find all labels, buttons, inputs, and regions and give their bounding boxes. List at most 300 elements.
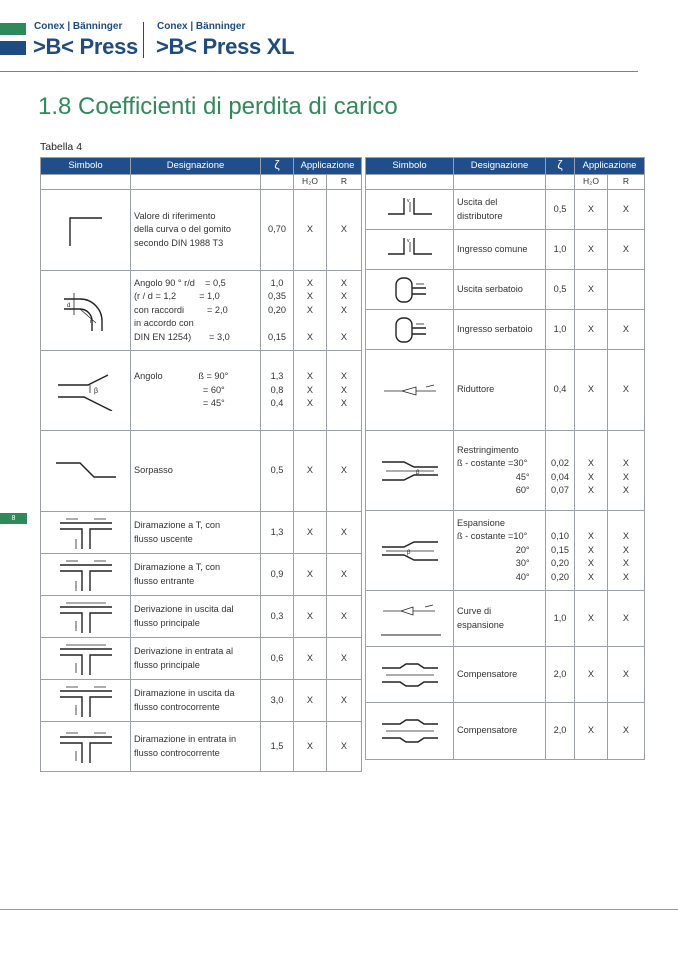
h2o-cell-line: X xyxy=(306,526,314,537)
r-cell-line: X xyxy=(622,668,630,679)
r-cell-line: X xyxy=(340,398,348,409)
zeta-cell xyxy=(261,554,294,596)
zeta-cell-line: 1,0 xyxy=(553,612,567,623)
h2o-cell-line: X xyxy=(306,694,314,705)
brand-square-navy xyxy=(0,41,26,55)
designation-cell-line: flusso entrante xyxy=(134,575,195,586)
header-rule xyxy=(0,71,638,72)
designation-cell xyxy=(131,190,261,271)
designation-cell-line: ß - costante =10° xyxy=(457,531,528,542)
designation-cell xyxy=(454,230,546,270)
designation-cell-line: Riduttore xyxy=(457,384,495,395)
designation-cell xyxy=(454,270,546,310)
r-cell-line: X xyxy=(622,571,630,582)
designation-cell xyxy=(454,511,546,591)
r-cell-line: X xyxy=(340,694,348,705)
h2o-cell xyxy=(575,431,608,511)
r-cell-line: X xyxy=(340,740,348,751)
designation-cell xyxy=(454,350,546,431)
svg-text:r: r xyxy=(89,318,92,325)
designation-cell xyxy=(131,680,261,722)
designation-cell xyxy=(131,722,261,772)
designation-cell-line: = 60° xyxy=(134,384,225,395)
branch-in-counter-icon xyxy=(41,722,131,772)
designation-cell-line: Derivazione in entrata al xyxy=(134,646,234,656)
tee-inlet-flow-icon xyxy=(41,554,131,596)
subheader-blank xyxy=(41,175,131,190)
r-cell-line: X xyxy=(340,371,348,382)
r-cell-line: X xyxy=(622,203,630,214)
zeta-cell xyxy=(261,638,294,680)
h2o-cell-line xyxy=(578,444,604,458)
designation-cell xyxy=(131,271,261,351)
r-cell xyxy=(608,703,645,760)
zeta-cell-line: 2,0 xyxy=(553,668,567,679)
zeta-cell-line: 0,8 xyxy=(270,384,284,395)
subheader-blank xyxy=(131,175,261,190)
r-cell-line: X xyxy=(622,558,630,569)
designation-cell xyxy=(454,310,546,350)
designation-cell-line: Uscita serbatoio xyxy=(457,283,523,294)
h2o-cell-line: X xyxy=(306,398,314,409)
zeta-cell-line: 0,4 xyxy=(270,398,284,409)
zeta-cell xyxy=(261,596,294,638)
r-cell xyxy=(608,350,645,431)
r-cell-line: X xyxy=(622,323,630,334)
h2o-cell-line xyxy=(578,517,604,531)
designation-cell-line: distributore xyxy=(457,210,503,221)
r-cell-line: X xyxy=(622,612,630,623)
brand-right-label: Conex | Bänninger xyxy=(157,21,246,32)
zeta-cell-line: 2,0 xyxy=(553,725,567,736)
header-designation: Designazione xyxy=(131,158,261,175)
table-row xyxy=(366,270,645,310)
header-symbol: Simbolo xyxy=(41,158,131,175)
designation-cell-line: Ingresso serbatoio xyxy=(457,323,533,334)
designation-cell-line: flusso principale xyxy=(134,617,200,628)
offset-bypass-icon xyxy=(41,431,131,512)
table-row xyxy=(366,230,645,270)
h2o-cell xyxy=(294,722,327,772)
subheader-r: R xyxy=(327,175,362,190)
designation-cell xyxy=(131,596,261,638)
expansion-bend-icon xyxy=(366,591,454,647)
compensator-icon xyxy=(366,647,454,703)
designation-cell-line: (r / d = 1,2 = 1,0 xyxy=(134,291,220,302)
zeta-cell-line: 0,20 xyxy=(551,558,569,569)
h2o-cell-line: X xyxy=(587,571,595,582)
table-row xyxy=(366,647,645,703)
loss-table-right xyxy=(365,157,645,760)
h2o-cell xyxy=(575,190,608,230)
designation-cell-line: 45° xyxy=(457,471,530,482)
h2o-cell-line: X xyxy=(306,568,314,579)
table-row xyxy=(366,310,645,350)
r-cell-line xyxy=(611,444,641,458)
zeta-cell-line: 0,35 xyxy=(268,291,286,302)
zeta-cell xyxy=(546,511,575,591)
designation-cell-line: flusso controcorrente xyxy=(134,701,220,712)
h2o-cell-line: X xyxy=(306,331,314,342)
r-cell-line xyxy=(611,283,641,297)
h2o-cell-line: X xyxy=(587,612,595,623)
zeta-cell-line: 0,15 xyxy=(551,544,569,555)
zeta-cell xyxy=(546,703,575,760)
chapter-tab: 8 xyxy=(0,513,27,524)
svg-text:v: v xyxy=(406,237,409,244)
zeta-cell-line: 0,3 xyxy=(270,610,284,621)
r-cell-line xyxy=(330,317,358,331)
branch-out-counter-icon xyxy=(41,680,131,722)
table-caption: Tabella 4 xyxy=(40,141,83,153)
designation-cell-line: Diramazione a T, con xyxy=(134,562,221,572)
zeta-cell xyxy=(546,190,575,230)
r-cell xyxy=(608,310,645,350)
zeta-cell-line: 0,02 xyxy=(551,458,569,468)
table-row xyxy=(41,638,362,680)
h2o-cell xyxy=(294,351,327,431)
r-cell-line: X xyxy=(622,471,630,482)
designation-cell xyxy=(131,638,261,680)
subheader-blank xyxy=(454,175,546,190)
designation-cell xyxy=(131,431,261,512)
zeta-cell-line: 0,10 xyxy=(551,531,569,542)
zeta-cell xyxy=(261,722,294,772)
r-cell xyxy=(327,431,362,512)
designation-cell xyxy=(454,647,546,703)
r-cell xyxy=(608,431,645,511)
zeta-cell xyxy=(261,512,294,554)
svg-text:d: d xyxy=(66,302,70,309)
h2o-cell xyxy=(294,680,327,722)
r-cell xyxy=(327,271,362,351)
r-cell-line: X xyxy=(622,544,630,555)
designation-cell-line: con raccordi = 2,0 xyxy=(134,304,228,315)
table-row xyxy=(366,591,645,647)
h2o-cell xyxy=(575,270,608,310)
table-row xyxy=(41,512,362,554)
header-zeta: ζ xyxy=(546,158,575,175)
h2o-cell-line: X xyxy=(306,740,314,751)
designation-cell xyxy=(454,703,546,760)
r-cell-line: X xyxy=(340,568,348,579)
h2o-cell-line: X xyxy=(306,465,314,476)
subheader-blank xyxy=(546,175,575,190)
table-row xyxy=(366,703,645,760)
designation-cell-line: Derivazione in uscita dal xyxy=(134,604,234,614)
h2o-cell-line: X xyxy=(306,277,314,288)
r-cell xyxy=(327,512,362,554)
designation-cell-line: Curve di xyxy=(457,606,492,616)
r-cell-line: X xyxy=(340,304,348,315)
table-row xyxy=(41,190,362,271)
zeta-cell-line xyxy=(264,317,290,331)
designation-cell-line: Diramazione in uscita da xyxy=(134,688,235,698)
svg-text:β: β xyxy=(415,469,419,476)
r-cell xyxy=(608,511,645,591)
h2o-cell-line: X xyxy=(587,668,595,679)
designation-cell-line: Valore di riferimento xyxy=(134,210,216,221)
zeta-cell-line: 0,20 xyxy=(268,304,286,315)
reducer-icon xyxy=(366,350,454,431)
h2o-cell-line: X xyxy=(587,283,595,294)
zeta-cell xyxy=(546,350,575,431)
table-row xyxy=(366,431,645,511)
brand-left-product: >B< Press xyxy=(33,34,138,59)
header-symbol: Simbolo xyxy=(366,158,454,175)
r-cell xyxy=(608,190,645,230)
designation-cell-line: in accordo con xyxy=(134,318,194,329)
contraction-icon xyxy=(366,431,454,511)
zeta-cell xyxy=(546,647,575,703)
subheader-h2o: H₂O xyxy=(575,175,608,190)
designation-cell-line: flusso uscente xyxy=(134,533,193,544)
svg-text:β: β xyxy=(93,387,98,395)
designation-cell-line: flusso principale xyxy=(134,659,200,670)
zeta-cell-line: 0,70 xyxy=(268,224,286,235)
designation-cell xyxy=(454,190,546,230)
zeta-cell-line: 1,3 xyxy=(270,526,284,537)
h2o-cell-line: X xyxy=(587,203,595,214)
h2o-cell xyxy=(294,190,327,271)
r-cell xyxy=(327,722,362,772)
zeta-cell-line: 3,0 xyxy=(270,694,284,705)
header-application: Applicazione xyxy=(575,158,645,175)
r-cell-line: X xyxy=(340,526,348,537)
h2o-cell-line: X xyxy=(306,291,314,302)
h2o-cell-line: X xyxy=(306,610,314,621)
zeta-cell xyxy=(546,431,575,511)
designation-cell-line: Restringimento xyxy=(457,444,519,455)
r-cell-line: X xyxy=(622,725,630,736)
r-cell-line: X xyxy=(622,485,630,495)
brand-left-label: Conex | Bänninger xyxy=(34,21,123,32)
table-row xyxy=(366,190,645,230)
subheader-blank xyxy=(261,175,294,190)
header-application: Applicazione xyxy=(294,158,362,175)
table-row xyxy=(41,680,362,722)
h2o-cell xyxy=(575,350,608,431)
h2o-cell-line: X xyxy=(587,323,595,334)
designation-cell-line: Espansione xyxy=(457,517,506,528)
designation-cell-line: Compensatore xyxy=(457,725,518,736)
designation-cell-line: espansione xyxy=(457,619,504,630)
zeta-cell-line: 0,9 xyxy=(270,568,284,579)
r-cell xyxy=(327,190,362,271)
designation-cell-line: DIN EN 1254) = 3,0 xyxy=(134,331,230,342)
h2o-cell-line xyxy=(297,317,323,331)
r-cell xyxy=(608,230,645,270)
h2o-cell xyxy=(575,310,608,350)
designation-cell-line: Compensatore xyxy=(457,668,518,679)
table-row xyxy=(366,511,645,591)
designation-cell xyxy=(131,554,261,596)
zeta-cell xyxy=(261,271,294,351)
zeta-cell-line: 1,0 xyxy=(270,277,284,288)
branch-out-main-icon xyxy=(41,596,131,638)
distributor-outlet-icon xyxy=(366,190,454,230)
brand-separator xyxy=(143,22,144,58)
zeta-cell xyxy=(546,270,575,310)
h2o-cell-line: X xyxy=(587,458,595,468)
r-cell-line: X xyxy=(622,243,630,254)
h2o-cell-line: X xyxy=(306,224,314,235)
designation-cell xyxy=(454,431,546,511)
r-cell xyxy=(327,638,362,680)
h2o-cell-line: X xyxy=(587,243,595,254)
r-cell-line: X xyxy=(622,458,630,468)
zeta-cell-line: 0,6 xyxy=(270,652,284,663)
h2o-cell xyxy=(575,511,608,591)
table-row xyxy=(41,431,362,512)
zeta-cell-line: 0,5 xyxy=(270,465,284,476)
designation-cell xyxy=(131,512,261,554)
zeta-cell xyxy=(261,190,294,271)
r-cell xyxy=(327,351,362,431)
r-cell-line: X xyxy=(622,531,630,542)
h2o-cell xyxy=(294,512,327,554)
h2o-cell xyxy=(575,703,608,760)
designation-cell-line: Ingresso comune xyxy=(457,243,528,254)
designation-cell-line: Angolo ß = 90° xyxy=(134,371,229,382)
r-cell-line: X xyxy=(622,384,630,395)
table-row xyxy=(41,271,362,351)
designation-cell-line: Uscita del xyxy=(457,197,498,207)
r-cell-line: X xyxy=(340,465,348,476)
expansion-icon xyxy=(366,511,454,591)
designation-cell xyxy=(454,591,546,647)
bend-radius-icon xyxy=(41,271,131,351)
h2o-cell-line: X xyxy=(306,384,314,395)
tank-outlet-icon xyxy=(366,270,454,310)
designation-cell-line: secondo DIN 1988 T3 xyxy=(134,237,224,248)
svg-text:β: β xyxy=(406,549,410,556)
brand-square-green xyxy=(0,23,26,35)
subheader-r: R xyxy=(608,175,645,190)
svg-text:v: v xyxy=(406,197,409,204)
footer-rule xyxy=(0,909,678,910)
h2o-cell xyxy=(294,554,327,596)
zeta-cell-line: 0,07 xyxy=(551,485,569,495)
zeta-cell-line: 0,4 xyxy=(553,384,567,395)
table-row xyxy=(41,596,362,638)
table-row xyxy=(41,351,362,431)
zeta-cell-line: 1,3 xyxy=(270,371,284,382)
r-cell xyxy=(327,680,362,722)
zeta-cell xyxy=(546,310,575,350)
zeta-cell-line xyxy=(549,444,571,458)
tee-outlet-flow-icon xyxy=(41,512,131,554)
r-cell xyxy=(327,596,362,638)
r-cell xyxy=(327,554,362,596)
compensator-icon xyxy=(366,703,454,760)
h2o-cell xyxy=(294,638,327,680)
designation-cell-line: ß - costante =30° xyxy=(457,458,528,468)
h2o-cell-line: X xyxy=(306,371,314,382)
branch-in-main-icon xyxy=(41,638,131,680)
header-zeta: ζ xyxy=(261,158,294,175)
r-cell xyxy=(608,647,645,703)
subheader-blank xyxy=(366,175,454,190)
designation-cell-line: 40° xyxy=(457,571,530,582)
h2o-cell-line: X xyxy=(587,384,595,395)
zeta-cell-line: 0,04 xyxy=(551,471,569,482)
page-title: 1.8 Coefficienti di perdita di carico xyxy=(38,93,398,120)
r-cell xyxy=(608,270,645,310)
h2o-cell xyxy=(575,591,608,647)
h2o-cell-line: X xyxy=(587,485,595,495)
h2o-cell-line: X xyxy=(587,725,595,736)
r-cell-line xyxy=(611,517,641,531)
h2o-cell-line: X xyxy=(587,544,595,555)
zeta-cell-line: 0,15 xyxy=(268,331,286,342)
r-cell xyxy=(608,591,645,647)
h2o-cell-line: X xyxy=(306,652,314,663)
designation-cell-line: Diramazione a T, con xyxy=(134,520,221,530)
table-row xyxy=(366,350,645,431)
brand-right-product: >B< Press XL xyxy=(156,34,295,59)
zeta-cell xyxy=(261,680,294,722)
designation-cell-line: Angolo 90 ° r/d = 0,5 xyxy=(134,277,226,288)
tank-inlet-icon xyxy=(366,310,454,350)
h2o-cell xyxy=(294,596,327,638)
r-cell-line: X xyxy=(340,277,348,288)
zeta-cell-line: 1,0 xyxy=(553,323,567,334)
designation-cell-line: Sorpasso xyxy=(134,465,173,476)
h2o-cell xyxy=(575,230,608,270)
loss-table-left xyxy=(40,157,362,772)
designation-cell-line: = 45° xyxy=(134,398,225,409)
zeta-cell-line: 1,5 xyxy=(270,740,284,751)
angle-beta-icon xyxy=(41,351,131,431)
r-cell-line: X xyxy=(340,224,348,235)
r-cell-line: X xyxy=(340,331,348,342)
zeta-cell xyxy=(261,431,294,512)
r-cell-line: X xyxy=(340,291,348,302)
designation-cell-line: Diramazione in entrata in xyxy=(134,734,237,744)
zeta-cell-line: 0,20 xyxy=(551,571,569,582)
r-cell-line: X xyxy=(340,610,348,621)
designation-cell-line: 20° xyxy=(457,544,530,555)
h2o-cell xyxy=(294,271,327,351)
designation-cell-line: flusso controcorrente xyxy=(134,747,220,758)
zeta-cell-line: 1,0 xyxy=(553,243,567,254)
zeta-cell-line xyxy=(549,517,571,531)
zeta-cell xyxy=(261,351,294,431)
subheader-h2o: H₂O xyxy=(294,175,327,190)
designation-cell-line: della curva o del gomito xyxy=(134,224,232,235)
zeta-cell xyxy=(546,591,575,647)
h2o-cell xyxy=(575,647,608,703)
zeta-cell xyxy=(546,230,575,270)
table-row xyxy=(41,722,362,772)
h2o-cell-line: X xyxy=(587,531,595,542)
designation-cell-line: 60° xyxy=(457,485,530,495)
table-row xyxy=(41,554,362,596)
h2o-cell-line: X xyxy=(587,471,595,482)
designation-cell xyxy=(131,351,261,431)
header-designation: Designazione xyxy=(454,158,546,175)
h2o-cell xyxy=(294,431,327,512)
zeta-cell-line: 0,5 xyxy=(553,283,567,294)
r-cell-line: X xyxy=(340,384,348,395)
h2o-cell-line: X xyxy=(306,304,314,315)
common-inlet-icon xyxy=(366,230,454,270)
elbow-reference-icon xyxy=(41,190,131,271)
r-cell-line: X xyxy=(340,652,348,663)
zeta-cell-line: 0,5 xyxy=(553,203,567,214)
h2o-cell-line: X xyxy=(587,558,595,569)
